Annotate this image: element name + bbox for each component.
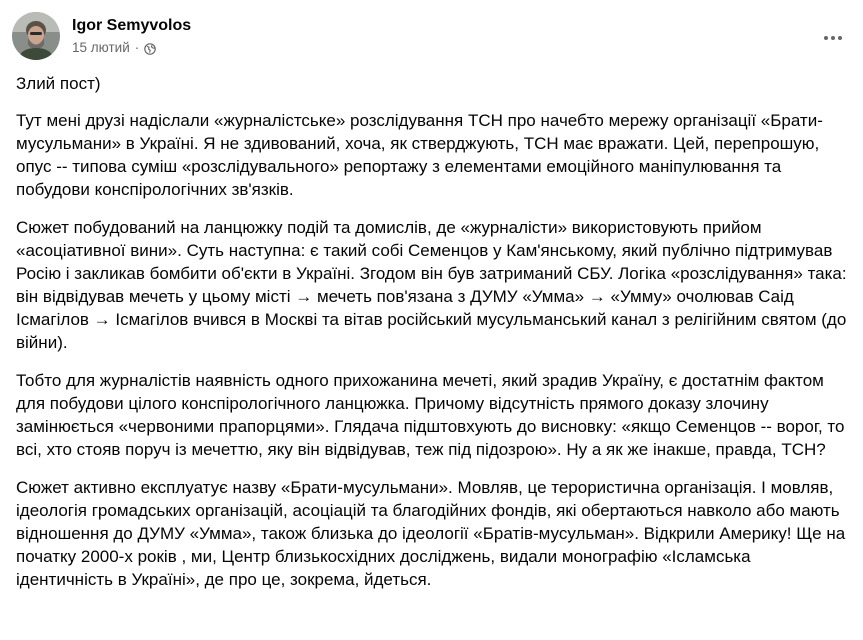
more-horizontal-icon bbox=[824, 36, 828, 40]
post-paragraph: Сюжет активно експлуатує назву «Брати-мусульмани». Мовляв, це терористична організація. І мовляв, ідеологія громадських організацій, асоціацій та благодійних фондів, які обертаються навколо або мають відношення до ДУМУ «Умма», також близька до ідеології «Братів-мусульман». Відкрили Америку! Ще на початку 2000-х років , ми, Центр близькосхідних досліджень, видали монографію «Ісламська ідентичність в Україні», де про це, зокрема, йдеться. bbox=[16, 478, 846, 589]
author-name[interactable]: Igor Semyvolos bbox=[72, 17, 192, 34]
post-body bbox=[16, 72, 852, 606]
post-header bbox=[12, 12, 191, 60]
avatar-image bbox=[12, 12, 60, 60]
post-paragraph: Сюжет побудований на ланцюжку подій та домислів, де «журналісти» використовують прийом «асоціативної вини». Суть наступна: є такий собі Семенцов у Кам'янському, який публічно підтримував Росію і закликав бомбити об'єкти в Україні. Згодом він був затриманий СБУ. Логіка «розслідування» така: він відвідував мечеть у цьому місті → мечеть пов'язана з ДУМУ «Умма» → «Умму» очолював Саід Ісмагілов → Ісмагілов вчився в Москві та вітав російський мусульманський канал з релігійним святом (до війни). bbox=[16, 218, 847, 352]
post-paragraph: Тобто для журналістів наявність одного прихожанина мечеті, який зрадив Україну, є достатнім фактом для побудови цілого конспірологічного ланцюжка. Причому відсутність прямого доказу злочину замінюється «червоними прапорцями». Глядача підштовхують до висновку: «якщо Семенцов -- ворог, то всі, хто стояв поруч із мечеттю, яку він відвідував, теж під підозрою». Ну а як же інакше, правда, ТСН? bbox=[16, 371, 845, 459]
avatar[interactable] bbox=[12, 12, 60, 60]
post-paragraph: Злий пост) bbox=[16, 74, 101, 93]
separator: · bbox=[134, 40, 140, 55]
more-options-button[interactable] bbox=[815, 20, 851, 56]
globe-icon bbox=[144, 42, 156, 54]
post-date[interactable]: 15 лютий bbox=[72, 40, 130, 55]
post-paragraph: Тут мені друзі надіслали «журналістське» розслідування ТСН про начебто мережу організації «Брати-мусульмани» в Україні. Я не здивований, хоча, як стверджують, ТСН має вражати. Цей, перепрошую, опус -- типова суміш «розслідувального» репортажу з елементами емоційного маніпулювання та побудови конспірологічних зв'язків. bbox=[16, 111, 823, 199]
